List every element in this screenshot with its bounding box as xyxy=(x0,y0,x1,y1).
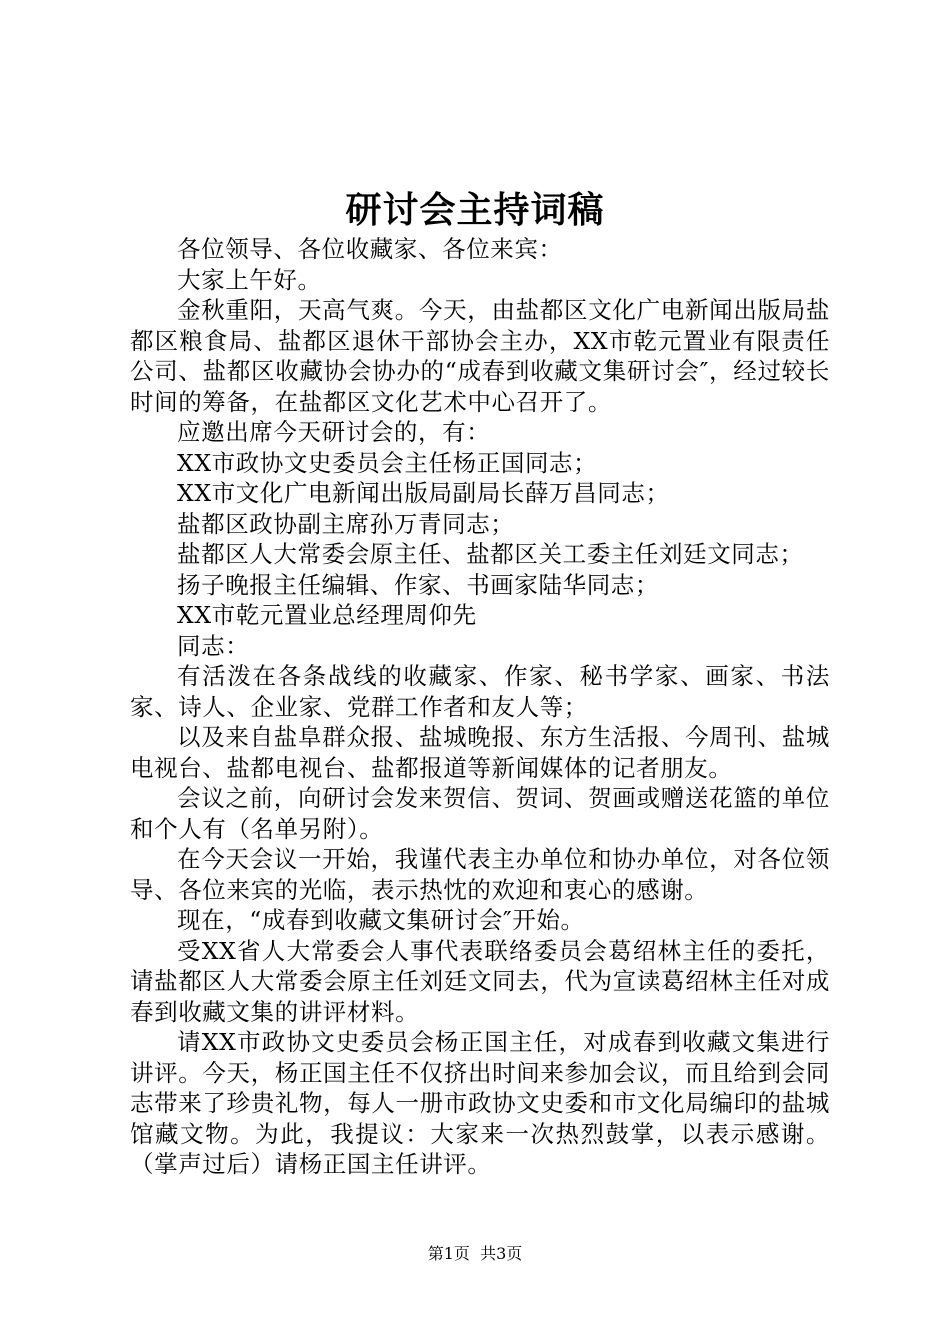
page-number: 第1页 xyxy=(427,1244,470,1263)
paragraph: 盐都区政协副主席孙万青同志； xyxy=(177,509,515,538)
paragraph: 各位领导、各位收藏家、各位来宾： xyxy=(177,235,563,263)
paragraph: 受XX省人大常委会人事代表联络委员会葛绍林主任的委托，请盐都区人大常委会原主任刘廷文同去，代为宣读葛绍林主任对成春到收藏文集的讲评材料。 xyxy=(130,936,830,1026)
paragraph: XX市政协文史委员会主任杨正国同志； xyxy=(177,448,598,477)
paragraph: 同志： xyxy=(177,631,250,660)
document-title: 研讨会主持词稿 xyxy=(345,189,605,231)
page-total: 共3页 xyxy=(480,1244,523,1263)
paragraph: 盐都区人大常委会原主任、盐都区关工委主任刘廷文同志； xyxy=(177,540,804,568)
paragraph: 金秋重阳，天高气爽。今天，由盐都区文化广电新闻出版局盐都区粮食局、盐都区退休干部协会主办，XX市乾元置业有限责任公司、盐都区收藏协会协办的“成春到收藏文集研讨会″，经过较长时间的筹备，在盐都区文化艺术中心召开了。 xyxy=(130,296,830,416)
paragraph: 请XX市政协文史委员会杨正国主任，对成春到收藏文集进行讲评。今天，杨正国主任不仅挤出时间来参加会议，而且给到会同志带来了珍贵礼物，每人一册市政协文史委和市文化局编印的盐城馆藏文物。为此，我提议：大家来一次热烈鼓掌，以表示感谢。（掌声过后）请杨正国主任讲评。 xyxy=(130,1028,830,1178)
paragraph: 扬子晚报主任编辑、作家、书画家陆华同志； xyxy=(177,570,659,599)
paragraph: 会议之前，向研讨会发来贺信、贺词、贺画或赠送花篮的单位和个人有（名单另附）。 xyxy=(130,784,830,843)
paragraph: 应邀出席今天研讨会的，有： xyxy=(177,418,491,446)
paragraph: 有活泼在各条战线的收藏家、作家、秘书学家、画家、书法家、诗人、企业家、党群工作者和友人等； xyxy=(130,662,830,721)
paragraph: 在今天会议一开始，我谨代表主办单位和协办单位，对各位领导、各位来宾的光临，表示热忱的欢迎和衷心的感谢。 xyxy=(130,845,830,904)
paragraph: XX市乾元置业总经理周仰先 xyxy=(177,601,477,629)
paragraph: 现在，“成春到收藏文集研讨会″开始。 xyxy=(177,906,585,934)
paragraph: 大家上午好。 xyxy=(177,265,322,294)
document-body xyxy=(130,234,830,1180)
paragraph: 以及来自盐阜群众报、盐城晚报、东方生活报、今周刊、盐城电视台、盐都电视台、盐都报道等新闻媒体的记者朋友。 xyxy=(130,723,830,782)
paragraph: XX市文化广电新闻出版局副局长薛万昌同志； xyxy=(177,479,670,507)
page-footer xyxy=(0,1243,950,1265)
